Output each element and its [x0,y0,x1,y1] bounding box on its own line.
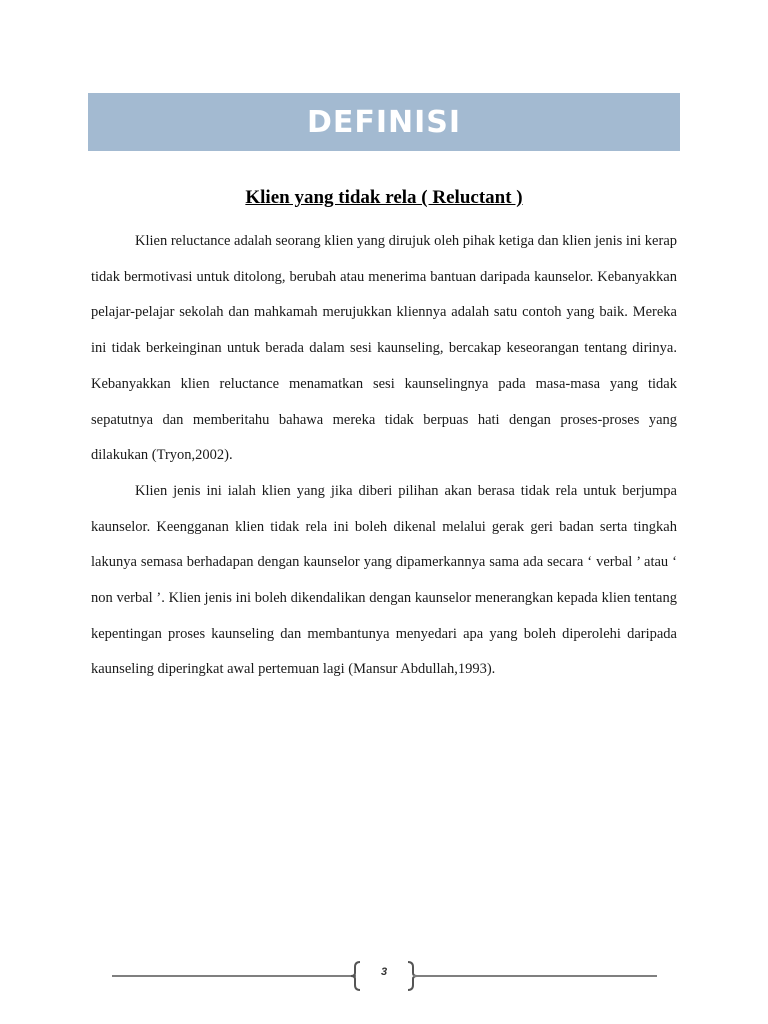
page-number: 3 [380,966,388,978]
title-banner [88,93,680,151]
footer-rule-left [112,975,356,977]
paragraph-1: Klien reluctance adalah seorang klien yang dirujuk oleh pihak ketiga dan klien jenis ini kerap tidak bermotivasi untuk ditolong, berubah atau menerima bantuan daripada kaunselor. Kebanyakkan pelajar-pelajar sekolah dan mahkamah merujukkan kliennya adalah satu contoh yang baik. Mereka ini tidak berkeinginan untuk berada dalam sesi kaunseling, bercakap keseorangan tentang dirinya. Kebanyakkan klien reluctance menamatkan sesi kaunselingnya pada masa-masa yang tidak sepatutnya dan memberitahu bahawa mereka tidak berpuas hati dengan proses-proses yang dilakukan (Tryon,2002). [91,233,677,464]
paragraph-2: Klien jenis ini ialah klien yang jika diberi pilihan akan berasa tidak rela untuk berjumpa kaunselor. Keengganan klien tidak rela ini boleh dikenal melalui gerak geri badan serta tingkah lakunya semasa berhadapan dengan kaunselor yang dipamerkannya sama ada secara ‘ verbal ’ atau ‘ non verbal ’. Klien jenis ini boleh dikendalikan dengan kaunselor menerangkan kepada klien tentang kepentingan proses kaunseling dan membantunya menyedari apa yang boleh diperolehi daripada kaunseling diperingkat awal pertemuan lagi (Mansur Abdullah,1993). [91,482,677,678]
banner-title: DEFINISI [306,104,462,140]
section-title: Klien yang tidak rela ( Reluctant ) [245,187,523,208]
body-text [91,224,677,688]
footer-rule-right [413,975,657,977]
left-brace-icon [350,961,364,991]
